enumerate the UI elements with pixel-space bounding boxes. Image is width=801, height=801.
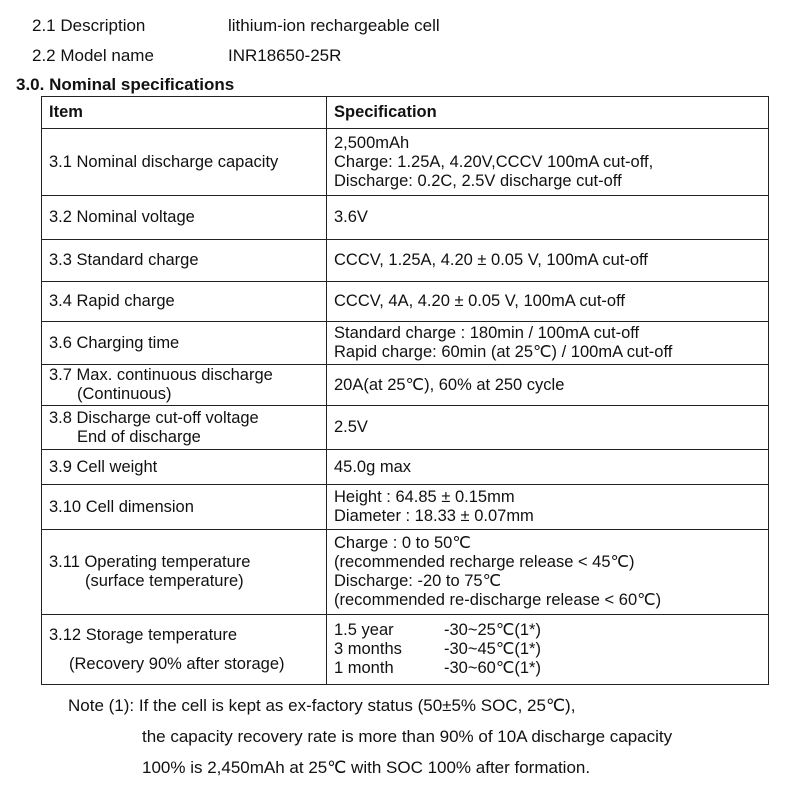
item-cell bbox=[42, 406, 327, 450]
item-text: 3.8 Discharge cut-off voltage bbox=[49, 408, 259, 427]
table-row bbox=[42, 129, 769, 196]
storage-period: 1 month bbox=[334, 659, 394, 677]
item-text: 3.7 Max. continuous discharge bbox=[49, 366, 273, 384]
item-subtext: (surface temperature) bbox=[85, 572, 244, 590]
model-name-label: 2.2 Model name bbox=[32, 46, 154, 65]
item-text: 3.10 Cell dimension bbox=[49, 497, 194, 516]
item-cell bbox=[42, 322, 327, 365]
item-cell bbox=[42, 450, 327, 485]
section-title: 3.0. Nominal specifications bbox=[16, 75, 235, 94]
table-row bbox=[42, 365, 769, 406]
storage-range: -30~45℃(1*) bbox=[444, 640, 541, 658]
spec-cell bbox=[327, 530, 769, 615]
note-line-2: the capacity recovery rate is more than 90% of 10A discharge capacity bbox=[142, 727, 673, 746]
spec-text: Charge: 1.25A, 4.20V,CCCV 100mA cut-off, bbox=[334, 152, 654, 171]
spec-cell bbox=[327, 365, 769, 406]
table-row bbox=[42, 485, 769, 530]
spec-text: CCCV, 4A, 4.20 ± 0.05 V, 100mA cut-off bbox=[334, 292, 625, 310]
spec-text: 45.0g max bbox=[334, 457, 412, 476]
spec-text: CCCV, 1.25A, 4.20 ± 0.05 V, 100mA cut-off bbox=[334, 251, 648, 269]
spec-cell bbox=[327, 615, 769, 685]
item-cell bbox=[42, 282, 327, 322]
table-row bbox=[42, 530, 769, 615]
table-row bbox=[42, 282, 769, 322]
column-header-specification: Specification bbox=[327, 97, 769, 129]
item-cell bbox=[42, 485, 327, 530]
spec-cell bbox=[327, 282, 769, 322]
table-row bbox=[42, 406, 769, 450]
item-text: 3.4 Rapid charge bbox=[49, 292, 175, 310]
table-header-row bbox=[42, 97, 769, 129]
item-text: 3.12 Storage temperature bbox=[49, 625, 238, 644]
storage-range: -30~60℃(1*) bbox=[444, 659, 541, 677]
table-row bbox=[42, 322, 769, 365]
spec-text: Standard charge : 180min / 100mA cut-off bbox=[334, 324, 640, 342]
spec-cell bbox=[327, 240, 769, 282]
storage-range: -30~25℃(1*) bbox=[444, 621, 541, 639]
spec-text: Charge : 0 to 50℃ bbox=[334, 534, 471, 552]
item-cell bbox=[42, 129, 327, 196]
item-subtext: (Continuous) bbox=[77, 385, 172, 403]
item-text: 3.1 Nominal discharge capacity bbox=[49, 152, 279, 171]
table-row bbox=[42, 450, 769, 485]
storage-period: 1.5 year bbox=[334, 621, 394, 639]
spec-cell bbox=[327, 406, 769, 450]
column-header-item: Item bbox=[42, 97, 327, 129]
specifications-table bbox=[41, 96, 769, 685]
spec-text: 2,500mAh bbox=[334, 133, 410, 152]
storage-period: 3 months bbox=[334, 640, 402, 658]
item-cell bbox=[42, 615, 327, 685]
spec-text: Rapid charge: 60min (at 25℃) / 100mA cut-off bbox=[334, 343, 673, 361]
spec-text: Diameter : 18.33 ± 0.07mm bbox=[334, 507, 534, 525]
spec-cell bbox=[327, 450, 769, 485]
spec-cell bbox=[327, 322, 769, 365]
item-cell bbox=[42, 530, 327, 615]
item-text: 3.9 Cell weight bbox=[49, 457, 158, 476]
table-row bbox=[42, 615, 769, 685]
spec-text: Discharge: -20 to 75℃ bbox=[334, 572, 502, 590]
description-value: lithium-ion rechargeable cell bbox=[228, 16, 440, 35]
storage-conditions bbox=[334, 621, 761, 678]
item-cell bbox=[42, 240, 327, 282]
spec-cell bbox=[327, 485, 769, 530]
spec-text: 3.6V bbox=[334, 208, 368, 226]
spec-text: Discharge: 0.2C, 2.5V discharge cut-off bbox=[334, 171, 622, 190]
spec-text: 20A(at 25℃), 60% at 250 cycle bbox=[334, 375, 565, 394]
description-label: 2.1 Description bbox=[32, 16, 146, 35]
spec-text: (recommended recharge release < 45℃) bbox=[334, 553, 635, 571]
spec-text: (recommended re-discharge release < 60℃) bbox=[334, 591, 662, 609]
spec-text: 2.5V bbox=[334, 418, 368, 436]
item-text: 3.2 Nominal voltage bbox=[49, 208, 195, 226]
table-row bbox=[42, 196, 769, 240]
item-text: 3.11 Operating temperature bbox=[49, 553, 251, 571]
table-row bbox=[42, 240, 769, 282]
item-cell bbox=[42, 365, 327, 406]
item-subtext: (Recovery 90% after storage) bbox=[69, 654, 285, 673]
note-line-3: 100% is 2,450mAh at 25℃ with SOC 100% after formation. bbox=[142, 758, 591, 777]
note-line-1: Note (1): If the cell is kept as ex-factory status (50±5% SOC, 25℃), bbox=[68, 696, 576, 715]
item-subtext: End of discharge bbox=[77, 427, 201, 446]
item-text: 3.6 Charging time bbox=[49, 333, 180, 352]
spec-text: Height : 64.85 ± 0.15mm bbox=[334, 488, 515, 506]
spec-cell bbox=[327, 196, 769, 240]
model-name-value: INR18650-25R bbox=[228, 46, 342, 65]
spec-cell bbox=[327, 129, 769, 196]
item-cell bbox=[42, 196, 327, 240]
item-text: 3.3 Standard charge bbox=[49, 251, 199, 269]
